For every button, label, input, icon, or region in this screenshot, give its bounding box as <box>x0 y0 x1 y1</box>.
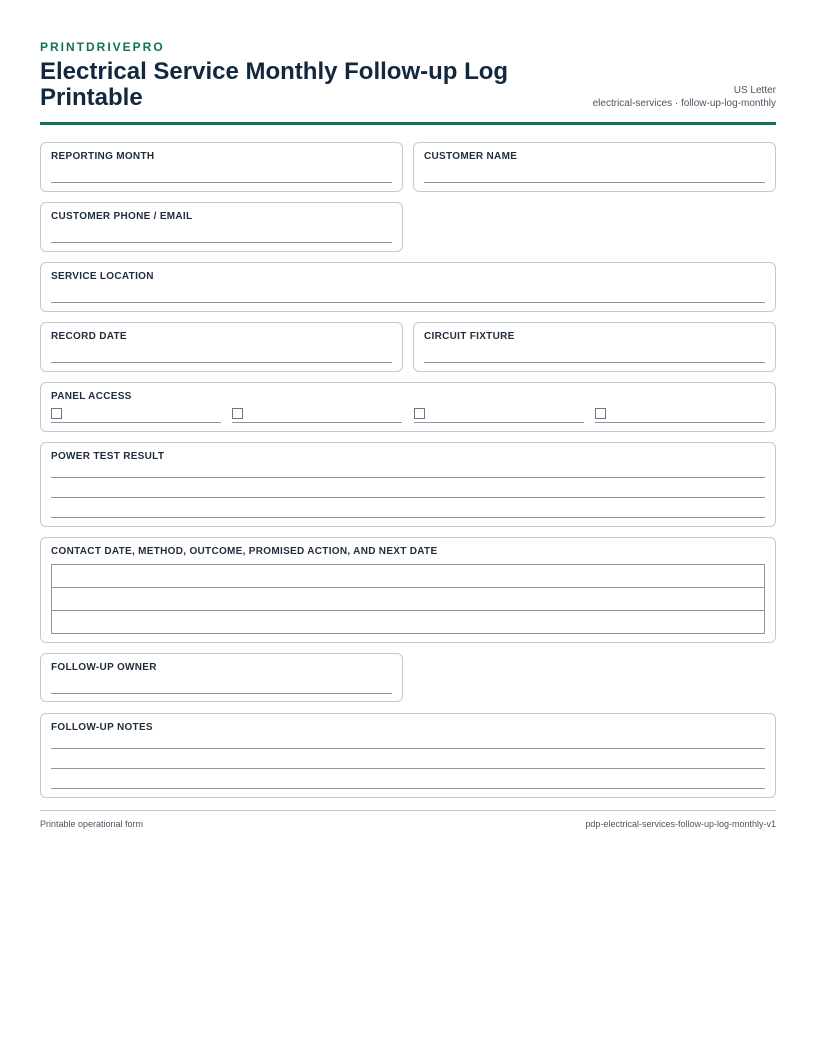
follow-up-notes-field <box>40 713 776 798</box>
follow-up-notes-label: FOLLOW-UP NOTES <box>51 722 153 733</box>
follow-up-notes-line[interactable] <box>51 748 765 749</box>
paper-size: US Letter <box>733 85 776 96</box>
panel-access-option-1 <box>51 408 221 424</box>
option-write-line[interactable] <box>51 422 221 423</box>
contact-log-field <box>40 537 776 643</box>
panel-access-option-3 <box>414 408 584 424</box>
follow-up-notes-line[interactable] <box>51 788 765 789</box>
checkbox[interactable] <box>232 408 243 419</box>
power-test-result-line[interactable] <box>51 477 765 478</box>
option-write-line[interactable] <box>595 422 765 423</box>
service-location-label: SERVICE LOCATION <box>51 271 154 282</box>
header-meta <box>593 84 776 110</box>
checkbox[interactable] <box>595 408 606 419</box>
reporting-month-input[interactable] <box>51 182 392 183</box>
customer-contact-input[interactable] <box>51 242 392 243</box>
record-date-field <box>40 322 403 372</box>
circuit-fixture-label: CIRCUIT FIXTURE <box>424 331 515 342</box>
panel-access-option-2 <box>232 408 402 424</box>
reporting-month-label: REPORTING MONTH <box>51 151 155 162</box>
power-test-result-line[interactable] <box>51 497 765 498</box>
circuit-fixture-input[interactable] <box>424 362 765 363</box>
customer-contact-label: CUSTOMER PHONE / EMAIL <box>51 211 193 222</box>
reporting-month-field <box>40 142 403 192</box>
table-cell[interactable] <box>52 611 765 634</box>
form-id: pdp-electrical-services-follow-up-log-monthly-v1 <box>585 819 776 829</box>
customer-name-input[interactable] <box>424 182 765 183</box>
customer-name-field <box>413 142 776 192</box>
footer-description: Printable operational form <box>40 819 144 829</box>
header-divider <box>40 122 776 125</box>
power-test-result-line[interactable] <box>51 517 765 518</box>
record-date-label: RECORD DATE <box>51 331 127 342</box>
panel-access-field <box>40 382 776 432</box>
customer-contact-field <box>40 202 403 252</box>
table-row <box>52 611 765 634</box>
option-write-line[interactable] <box>232 422 402 423</box>
footer-divider <box>40 810 776 811</box>
customer-name-label: CUSTOMER NAME <box>424 151 518 162</box>
service-location-input[interactable] <box>51 302 765 303</box>
record-date-input[interactable] <box>51 362 392 363</box>
brand-name: PRINTDRIVEPRO <box>40 40 165 54</box>
contact-log-label: CONTACT DATE, METHOD, OUTCOME, PROMISED ACTION, AND NEXT DATE <box>51 546 438 557</box>
follow-up-owner-input[interactable] <box>51 693 392 694</box>
contact-log-table <box>51 564 765 634</box>
page-title: Electrical Service Monthly Follow-up Log Printable <box>40 58 509 111</box>
table-cell[interactable] <box>52 565 765 588</box>
table-row <box>52 588 765 611</box>
panel-access-label: PANEL ACCESS <box>51 391 132 402</box>
power-test-result-field <box>40 442 776 527</box>
panel-access-option-4 <box>595 408 765 424</box>
follow-up-owner-field <box>40 653 403 702</box>
option-write-line[interactable] <box>414 422 584 423</box>
circuit-fixture-field <box>413 322 776 372</box>
follow-up-notes-line[interactable] <box>51 768 765 769</box>
checkbox[interactable] <box>414 408 425 419</box>
table-row <box>52 565 765 588</box>
follow-up-owner-label: FOLLOW-UP OWNER <box>51 662 157 673</box>
checkbox[interactable] <box>51 408 62 419</box>
table-cell[interactable] <box>52 588 765 611</box>
power-test-result-label: POWER TEST RESULT <box>51 451 165 462</box>
service-location-field <box>40 262 776 312</box>
category-path: electrical-services · follow-up-log-monthly <box>592 98 776 109</box>
